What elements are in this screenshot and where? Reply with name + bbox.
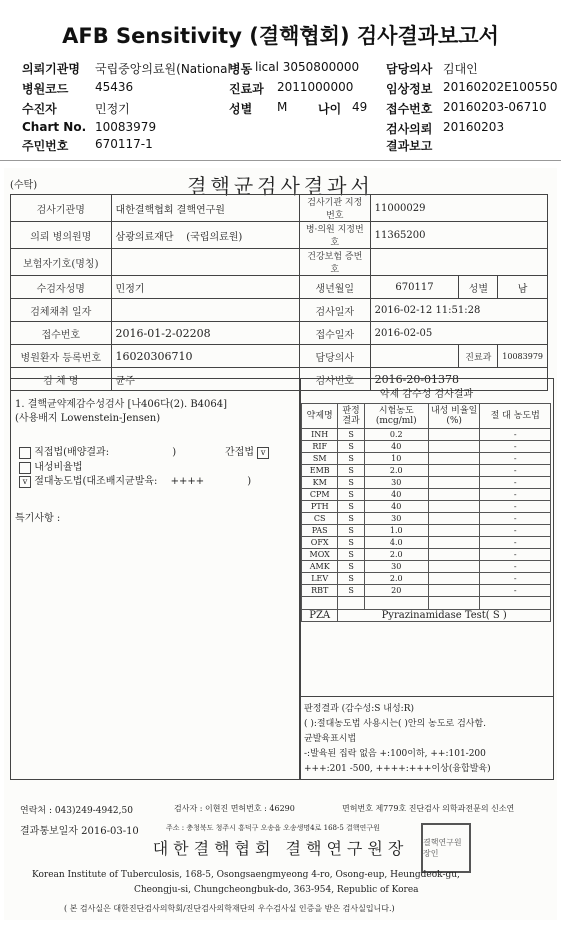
reg-value: 16020306710	[111, 345, 299, 368]
sensitivity-header: 내성 비율일(%)	[428, 404, 480, 429]
indirect-checkbox: v	[257, 447, 269, 459]
header-divider	[0, 160, 561, 161]
sensitivity-cell: S	[338, 489, 364, 501]
specimen-value: 균주	[111, 368, 299, 391]
table-row	[302, 561, 551, 573]
label-resident-no: 주민번호	[22, 139, 69, 153]
sensitivity-cell: -	[480, 441, 551, 453]
sensitivity-cell	[302, 597, 338, 610]
footer-cert: ( 본 검사실은 대한진단검사의학회/진단검사의학재단의 우수검사실 인증을 받은 검사실입니다.)	[64, 904, 395, 913]
legend-l3: 균발육표시법	[304, 734, 357, 744]
sensitivity-cell: AMK	[302, 561, 338, 573]
recv-date-value: 2016-02-05	[370, 322, 547, 345]
health-value	[370, 249, 547, 276]
sensitivity-cell: 10	[364, 453, 428, 465]
dept-value: 10083979	[498, 345, 548, 368]
collect-value	[111, 299, 299, 322]
value-resident-no: 670117-1	[95, 137, 153, 151]
sensitivity-cell: -	[480, 549, 551, 561]
sensitivity-cell	[428, 453, 480, 465]
sensitivity-cell: 30	[364, 477, 428, 489]
sensitivity-title: 약제 감수성 검사결과	[379, 389, 474, 400]
value-hospital-code: 45436	[95, 80, 134, 94]
legend-l2: ( ):절대농도법 사용시는( )안의 농도로 검사함.	[304, 719, 487, 729]
sensitivity-cell: PAS	[302, 525, 338, 537]
sensitivity-cell: CS	[302, 513, 338, 525]
sensitivity-cell: -	[480, 585, 551, 597]
sensitivity-cell: LEV	[302, 573, 338, 585]
value-sex: M	[277, 100, 288, 114]
consignment-label: (수탁)	[10, 180, 38, 191]
table-row	[302, 537, 551, 549]
sensitivity-cell: 40	[364, 501, 428, 513]
recv-no-value: 2016-01-2-02208	[111, 322, 299, 345]
institute-name: 대한결핵협회 결핵연구원장	[152, 839, 409, 858]
recv-date-label: 접수일자	[299, 322, 370, 345]
table-row	[302, 453, 551, 465]
sensitivity-cell	[480, 597, 551, 610]
sensitivity-cell	[338, 597, 364, 610]
sensitivity-cell: 40	[364, 441, 428, 453]
report-info-table	[10, 194, 548, 391]
sensitivity-cell	[428, 561, 480, 573]
value-age: 49	[352, 100, 368, 114]
table-row	[302, 489, 551, 501]
sensitivity-cell: 40	[364, 489, 428, 501]
sensitivity-cell: 2.0	[364, 549, 428, 561]
table-row	[302, 465, 551, 477]
sensitivity-cell: S	[338, 585, 364, 597]
req-code-value: 11365200	[370, 222, 547, 249]
sensitivity-cell: -	[480, 501, 551, 513]
sensitivity-cell: -	[480, 561, 551, 573]
label-chart-no: Chart No.	[22, 120, 87, 134]
sensitivity-cell: 20	[364, 585, 428, 597]
test-line1: 1. 결핵균약제감수성검사 [나406다(2). B4064]	[15, 399, 228, 410]
test-line2: (사용배지 Lowenstein-Jensen)	[15, 413, 161, 424]
sensitivity-cell	[428, 549, 480, 561]
lab-code-label: 검사기관 지정번호	[299, 195, 370, 222]
label-hospital-code: 병원코드	[22, 82, 69, 96]
label-clinical-info: 임상정보	[386, 82, 433, 96]
sensitivity-cell: RIF	[302, 441, 338, 453]
reg-label: 병원환자 등록번호	[11, 345, 112, 368]
patient-value: 민정기	[111, 276, 299, 299]
lab-value: 대한결핵협회 결핵연구원	[111, 195, 299, 222]
legend-l5: +++:201 -500, ++++:+++이상(융합발육)	[304, 764, 491, 774]
value-patient: 민정기	[95, 102, 130, 116]
sensitivity-cell: -	[480, 537, 551, 549]
sensitivity-cell: S	[338, 537, 364, 549]
sensitivity-header: 절 대 농도법	[480, 404, 551, 429]
label-sex: 성별	[229, 102, 253, 116]
value-receipt-no: 20160203-06710	[443, 100, 547, 114]
footer-en1: Korean Institute of Tuberculosis, 168-5, Osongsaengmyeong 4-ro, Osong-eup, Heungdeok-gu,	[32, 870, 460, 880]
sensitivity-cell	[428, 429, 480, 441]
scanned-report	[4, 168, 557, 920]
footer-notice-date: 결과통보일자 2016-03-10	[20, 826, 139, 837]
sensitivity-cell: 30	[364, 561, 428, 573]
sensitivity-cell: -	[480, 477, 551, 489]
sensitivity-cell: EMB	[302, 465, 338, 477]
legend-l1: 판정결과 (감수성:S 내성:R)	[304, 704, 414, 714]
sensitivity-table	[301, 403, 551, 622]
dept-label: 진료과	[459, 345, 498, 368]
test-no-label: 검사번호	[299, 368, 370, 391]
table-row	[302, 585, 551, 597]
value-chart-no: 10083979	[95, 120, 157, 134]
scan-title: 결핵균검사결과서	[187, 174, 374, 198]
sensitivity-cell: INH	[302, 429, 338, 441]
label-ward: 병동	[229, 62, 253, 76]
birth-value: 670117	[370, 276, 459, 299]
absolute-method: v 절대농도법(대조배지균발육: ++++ )	[19, 472, 251, 488]
lab-label: 검사기관명	[11, 195, 112, 222]
label-request-date: 검사의뢰	[386, 122, 433, 136]
official-seal: 결핵연구원장인	[421, 823, 471, 873]
legend-panel	[299, 696, 554, 780]
pza-row	[302, 610, 551, 622]
footer-contact: 연락처 : 043)249-4942,50	[20, 806, 133, 816]
doctor-label: 담당의사	[299, 345, 370, 368]
sensitivity-cell: SM	[302, 453, 338, 465]
legend-l4: -:발육된 집락 없음 +:100이하, ++:101-200	[304, 749, 486, 759]
sensitivity-cell: S	[338, 465, 364, 477]
test-method-panel	[10, 378, 301, 780]
pza-value: Pyrazinamidase Test( S )	[338, 610, 551, 622]
sensitivity-cell: S	[338, 525, 364, 537]
table-row	[302, 513, 551, 525]
sensitivity-cell	[428, 525, 480, 537]
sensitivity-cell: -	[480, 489, 551, 501]
value-department: 2011000000	[277, 80, 354, 94]
specimen-label: 검 체 명	[11, 368, 112, 391]
report-title: AFB Sensitivity (결핵협회) 검사결과보고서	[62, 24, 499, 48]
sensitivity-cell: S	[338, 429, 364, 441]
sensitivity-cell	[428, 537, 480, 549]
pza-label: PZA	[302, 610, 338, 622]
sensitivity-cell	[428, 441, 480, 453]
req-label: 의뢰 병의원명	[11, 222, 112, 249]
label-receipt-no: 접수번호	[386, 102, 433, 116]
label-department: 진료과	[229, 82, 264, 96]
direct-checkbox	[19, 447, 31, 459]
test-date-label: 검사일자	[299, 299, 370, 322]
sensitivity-cell: OFX	[302, 537, 338, 549]
sensitivity-cell: -	[480, 525, 551, 537]
sex-label: 성별	[459, 276, 498, 299]
label-result-report: 결과보고	[386, 139, 433, 153]
sensitivity-cell: 1.0	[364, 525, 428, 537]
insurance-label: 보험자기호(명칭)	[11, 249, 112, 276]
sensitivity-cell: CPM	[302, 489, 338, 501]
sensitivity-header: 약제명	[302, 404, 338, 429]
sensitivity-cell: 2.0	[364, 573, 428, 585]
req-value: 삼광의료재단 (국립의료원)	[111, 222, 299, 249]
value-ward: lical 3050800000	[255, 60, 360, 74]
absolute-checkbox: v	[19, 476, 31, 488]
table-row	[302, 549, 551, 561]
sensitivity-cell: -	[480, 453, 551, 465]
table-row	[302, 441, 551, 453]
sensitivity-cell: RBT	[302, 585, 338, 597]
label-patient: 수진자	[22, 102, 57, 116]
sensitivity-cell: 0.2	[364, 429, 428, 441]
value-clinical-info: 20160202E100550	[443, 80, 558, 94]
indirect-method: 간접법 v	[225, 443, 269, 459]
resist-method: 내성비율법	[19, 458, 83, 474]
special-notes: 특기사항 :	[15, 513, 61, 524]
sensitivity-cell: S	[338, 513, 364, 525]
sensitivity-cell: 4.0	[364, 537, 428, 549]
doctor-value	[370, 345, 459, 368]
sensitivity-cell: -	[480, 513, 551, 525]
sensitivity-cell	[428, 573, 480, 585]
sensitivity-cell	[428, 501, 480, 513]
sensitivity-cell: S	[338, 549, 364, 561]
lab-code-value: 11000029	[370, 195, 547, 222]
table-row	[302, 501, 551, 513]
value-institution: 국립중앙의료원(National	[95, 62, 231, 76]
sensitivity-cell	[428, 513, 480, 525]
value-request-date: 20160203	[443, 120, 505, 134]
sensitivity-cell: 30	[364, 513, 428, 525]
footer-examiner: 검사자 : 이현진 면허번호 : 46290	[174, 804, 295, 813]
sensitivity-cell	[428, 489, 480, 501]
birth-label: 생년월일	[299, 276, 370, 299]
recv-no-label: 접수번호	[11, 322, 112, 345]
sensitivity-cell: S	[338, 441, 364, 453]
sensitivity-cell: -	[480, 429, 551, 441]
sensitivity-cell: S	[338, 453, 364, 465]
table-row	[302, 429, 551, 441]
direct-method: 직접법(배양결과: )	[19, 443, 176, 459]
sensitivity-cell: PTH	[302, 501, 338, 513]
table-row	[302, 573, 551, 585]
sensitivity-cell: KM	[302, 477, 338, 489]
test-date-value: 2016-02-12 11:51:28	[370, 299, 547, 322]
test-no-value: 2016-20-01378	[370, 368, 547, 391]
sensitivity-cell: S	[338, 573, 364, 585]
table-row	[302, 597, 551, 610]
sensitivity-cell: 2.0	[364, 465, 428, 477]
footer-license: 면허번호 제779호 진단검사 의학과전문의 신소연	[342, 804, 515, 813]
sensitivity-cell: S	[338, 477, 364, 489]
sensitivity-header: 판정 결과	[338, 404, 364, 429]
sensitivity-cell: S	[338, 501, 364, 513]
table-row	[302, 477, 551, 489]
label-doctor: 담당의사	[386, 62, 433, 76]
value-doctor: 김대인	[443, 62, 478, 76]
collect-label: 검체채취 일자	[11, 299, 112, 322]
patient-label: 수검자성명	[11, 276, 112, 299]
footer-en2: Cheongju-si, Chungcheongbuk-do, 363-954, Republic of Korea	[134, 885, 419, 895]
sensitivity-cell: -	[480, 573, 551, 585]
health-label: 건강보험 증번호	[299, 249, 370, 276]
sensitivity-cell: -	[480, 465, 551, 477]
label-age: 나이	[318, 102, 342, 116]
label-institution: 의뢰기관명	[22, 62, 80, 76]
insurance-value	[111, 249, 299, 276]
sensitivity-cell	[364, 597, 428, 610]
sensitivity-cell	[428, 585, 480, 597]
sensitivity-cell	[428, 465, 480, 477]
sensitivity-cell	[428, 597, 480, 610]
sensitivity-cell	[428, 477, 480, 489]
table-row	[302, 525, 551, 537]
req-code-label: 병·의원 지정번호	[299, 222, 370, 249]
sensitivity-header: 시험농도 (mcg/ml)	[364, 404, 428, 429]
footer-address-kr: 주소 : 충청북도 청주시 흥덕구 오송읍 오송생명4로 168-5 결핵연구원	[166, 824, 380, 832]
sensitivity-cell: MOX	[302, 549, 338, 561]
sensitivity-cell: S	[338, 561, 364, 573]
sex-value: 남	[498, 276, 548, 299]
